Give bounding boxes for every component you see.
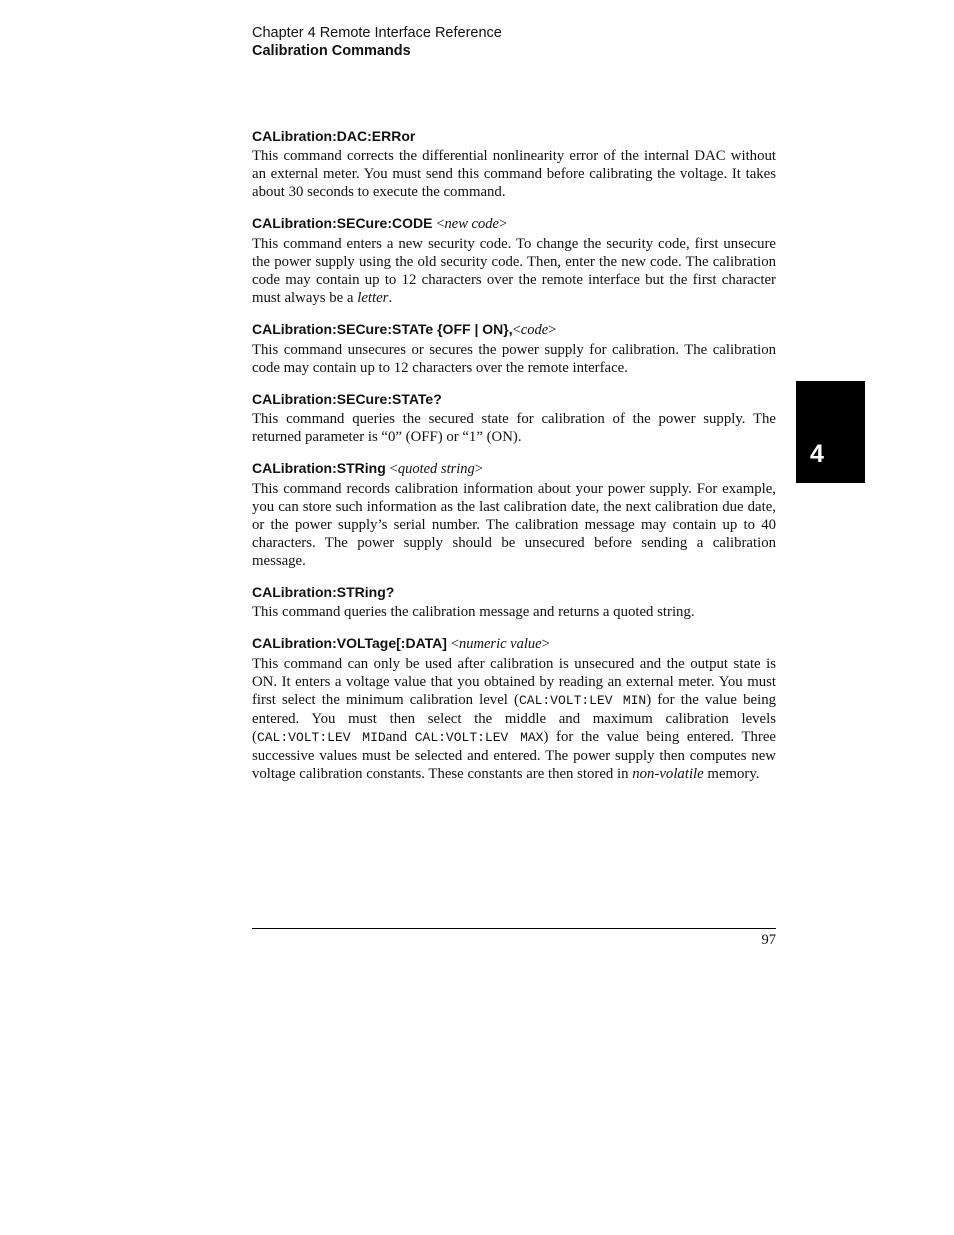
command-name: CALibration:SECure:STATe? bbox=[252, 391, 442, 407]
command-name: CALibration:STRing bbox=[252, 460, 390, 476]
code-snippet: CAL:VOLT:LEV MAX bbox=[414, 730, 544, 745]
command-parameter: <numeric value> bbox=[450, 636, 550, 652]
chapter-title: Chapter 4 Remote Interface Reference bbox=[252, 25, 502, 41]
command-entry bbox=[252, 214, 776, 307]
chapter-tab-number: 4 bbox=[810, 440, 824, 468]
command-parameter: <new code> bbox=[436, 216, 508, 232]
command-entry bbox=[252, 459, 776, 570]
command-heading bbox=[252, 214, 776, 233]
chapter-tab bbox=[796, 381, 865, 483]
command-description: This command corrects the differential nonlinearity error of the internal DAC without an external meter. You must send this command before calibrating the voltage. It takes about 30 seconds to execute the command. bbox=[252, 148, 776, 200]
command-description: This command queries the secured state for calibration of the power supply. The returned parameter is “0” (OFF) or “1” (ON). bbox=[252, 411, 776, 445]
command-heading bbox=[252, 320, 776, 339]
footer-divider bbox=[252, 928, 776, 929]
command-entry bbox=[252, 634, 776, 783]
command-entry bbox=[252, 583, 776, 621]
command-heading bbox=[252, 127, 776, 145]
command-description: This command queries the calibration message and returns a quoted string. bbox=[252, 604, 695, 620]
section-title: Calibration Commands bbox=[252, 43, 411, 59]
command-entry bbox=[252, 320, 776, 377]
command-parameter: <quoted string> bbox=[389, 461, 483, 477]
command-name: CALibration:DAC:ERRor bbox=[252, 128, 416, 144]
command-description: This command unsecures or secures the power supply for calibration. The calibration code may contain up to 12 characters over the remote interface. bbox=[252, 342, 776, 376]
command-description: This command enters a new security code. To change the security code, first unsecure the power supply using the old security code. Then, enter the new code. The calibration code may contain up to 12 characters over the remote interface but the first character must always be a letter. bbox=[252, 236, 776, 306]
command-heading bbox=[252, 459, 776, 478]
page-number: 97 bbox=[761, 932, 776, 948]
command-name: CALibration:SECure:CODE bbox=[252, 215, 437, 231]
command-description: This command records calibration information about your power supply. For example, you can store such information as the last calibration date, the next calibration due date, or the power supply’s serial number. The calibration message may contain up to 40 characters. The power supply should be unsecured before sending a calibration message. bbox=[252, 481, 776, 569]
code-snippet: CAL:VOLT:LEV MID bbox=[256, 730, 386, 745]
command-heading bbox=[252, 634, 776, 653]
command-parameter: <code> bbox=[512, 322, 557, 338]
command-name: CALibration:VOLTage[:DATA] bbox=[252, 635, 451, 651]
page-header bbox=[252, 24, 782, 60]
command-description: This command can only be used after calibration is unsecured and the output state is ON. It enters a voltage value that you obtained by reading an external meter. You must first select the minimum calibration level (CAL:VOLT:LEV MIN) for the value being entered. You must then select the middle and maximum calibration levels (CAL:VOLT:LEV MIDand CAL:VOLT:LEV MAX) for the value being entered. Three successive values must be selected and entered. The power supply then computes new voltage calibration constants. These constants are then stored in non-volatile memory. bbox=[252, 656, 776, 782]
command-entry bbox=[252, 127, 776, 201]
code-snippet: CAL:VOLT:LEV MIN bbox=[518, 693, 647, 708]
page-content bbox=[252, 127, 776, 796]
command-heading bbox=[252, 583, 776, 601]
command-name: CALibration:STRing? bbox=[252, 584, 395, 600]
command-entry bbox=[252, 390, 776, 446]
command-heading bbox=[252, 390, 776, 408]
command-name: CALibration:SECure:STATe {OFF | ON}, bbox=[252, 321, 513, 337]
